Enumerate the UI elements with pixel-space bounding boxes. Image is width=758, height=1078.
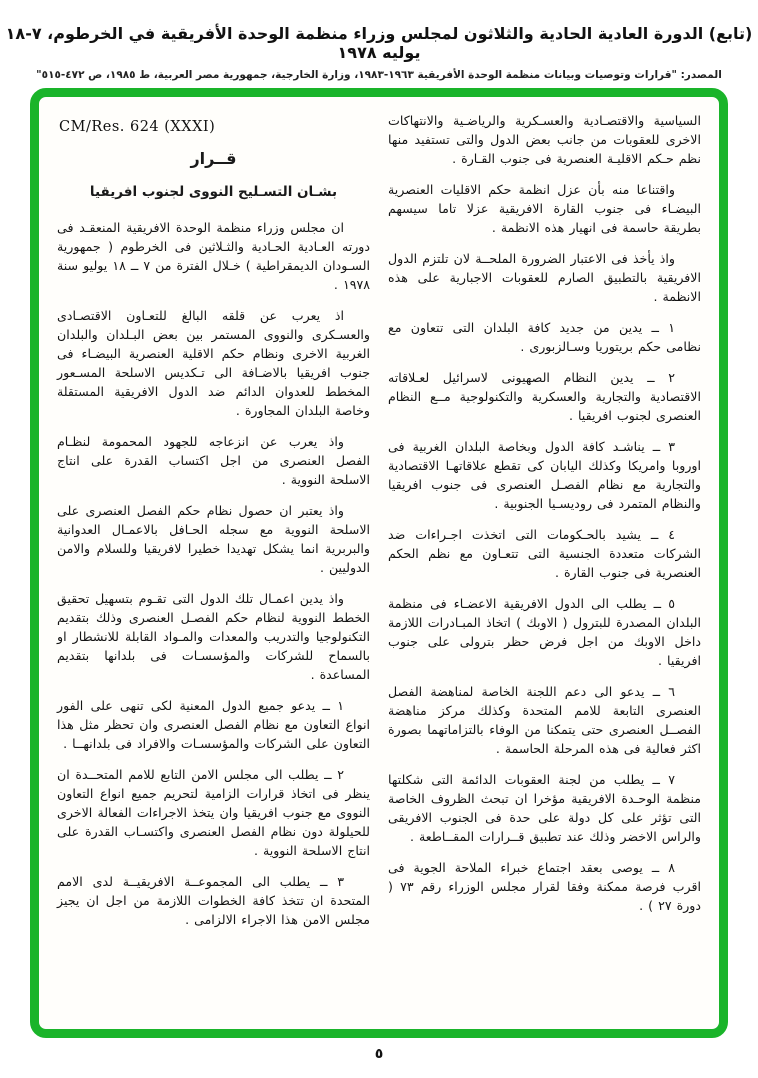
green-border-frame [30,88,728,1038]
paragraph: اذ يعرب عن قلقه البالغ للتعـاون الاقتصـادى والعسـكرى والنووى المستمر بين بعض البـلدان والبلدان الغربية الاخرى ونظام حكم الاقلية العنصرية البيضـاء فى جنوب افريقيا بالاضـافة الى تـكديس الاسلحة المسـعور المخطط للعدوان الدائم ضد الدول الافريقية المستقلة وخاصة البلدان المجاورة . [57,308,370,418]
page-number: ٥ [374,1046,384,1062]
paragraph: واذ يأخذ فى الاعتبار الضرورة الملحــة لان تلتزم الدول الافريقية بالتطبيق الصارم للعقوبات الاجبارية على هذه الانظمة . [388,251,701,304]
two-column-layout [39,97,719,1029]
page-header [0,0,758,81]
paragraph: ٣ ــ يطلب الى المجموعــة الافريقيــة لدى الامم المتحدة ان تتخذ كافة الخطوات اللازمة من اجل ان يجيز مجلس الامن هذا الاجراء الالزامى . [57,874,370,927]
paragraph: واقتناعا منه بأن عزل انظمة حكم الاقليات العنصرية البيضـاء فى جنوب القارة الافريقية عزلا تاما سيسهم بطريقة حاسمة فى انهيار هذه الانظمة . [388,182,701,235]
paragraph: ١ ــ يدعو جميع الدول المعنية لكى تنهى على الفور انواع التعاون مع نظام الفصل العنصرى وان تحظر مثل هذا التعاون على الشركات والمؤسسـات والافراد فى بلدانهــا . [57,698,370,751]
paragraph: ٢ ــ يطلب الى مجلس الامن التابع للامم المتحــدة ان ينظر فى اتخاذ قرارات الزامية لتحريم جميع انواع التعاون النووى مع جنوب افريقيا وان يتخذ الاجراءات الفعالة الاخرى للحيلولة دون نظام الفصل العنصرى واكتسـاب القدرة على انتاج الاسلحة النووية . [57,767,370,858]
paragraph: ٨ ــ يوصى بعقد اجتماع خبراء الملاحة الجوية فى اقرب فرصة ممكنة وفقا لقرار مجلس الوزراء رقم ٧٣ ( دورة ٢٧ ) . [388,860,702,913]
resolution-title: قــرار [190,149,237,168]
paragraph: واذ يدين اعمـال تلك الدول التى تقـوم بتسهيل تحقيق الخطط النووية لنظام حكم الفصـل العنصرى وذلك بتقديم التكنولوجيا والتدريب والمعدات والمـواد القابلة للانشطار او بالسماح للشركات والمؤسسـات فى بلدانها بتقديم المساعدة . [57,591,370,682]
paragraph: واذ يعتبر ان حصول نظام حكم الفصل العنصرى على الاسلحة النووية مع سجله الحـافل بالاعمـال العدوانية والبربرية انما يشكل تهديدا خطيرا لافريقيا وللسلام والامن الدوليين . [57,503,370,575]
session-title: (تابع) الدورة العادية الحادية والثلاثون لمجلس وزراء منظمة الوحدة الأفريقية في الخرطوم، ٧-١٨ يوليه ١٩٧٨ [5,24,753,62]
paragraph: ان مجلس وزراء منظمة الوحدة الافريقية المنعقـد فى دورته العـادية الحـادية والثـلاثين فى الخرطوم ( جمهورية السـودان الديمقراطية ) خـلال الفترة من ٧ ــ ١٨ يوليو سنة ١٩٧٨ . [57,220,370,292]
source-citation: المصدر: "قرارات وتوصيات وبيانات منظمة الوحدة الأفريقية ١٩٦٣-١٩٨٣، وزارة الخارجية، جمهورية مصر العربية، ط ١٩٨٥، ص ٤٧٢-٥١٥" [36,69,722,81]
resolution-subtitle: بشـان التسـليح النووى لجنوب افريقيا [89,184,338,200]
paragraph: السياسية والاقتصـادية والعسـكرية والرياضـية والانتهاكات الاخرى للعقوبات من جانب بعض الدول والتى تستفيد منها نظم حـكم الاقليـة العنصرية فى جنوب القـارة . [388,113,701,166]
right-column [388,111,701,1019]
paragraph: ٥ ــ يطلب الى الدول الافريقية الاعضـاء فى منظمة البلدان المصدرة للبترول ( الاوبك ) اتخاذ المبـادرات اللازمة داخل الاوبك من اجل فرض حظر بترولى على جنوب افريقيا . [388,596,701,668]
left-column [57,111,370,1019]
paragraph: ٣ ــ يناشـد كافة الدول وبخاصة البلدان الغربية فى اوروبا وامريكا وكذلك اليابان كى تقطع علاقاتهـا الاقتصادية والتجارية مع نظام الفصـل العنصرى فى جنوب افريقيا والنظام المتمرد فى روديسـيا الجنوبية . [388,439,701,511]
paragraph: ٦ ــ يدعو الى دعم اللجنة الخاصة لمناهضة الفصل العنصرى التابعة للامم المتحدة وكذلك مركز مناهضة الفصــل العنصرى حتى يتمكنا من الوفاء بالتزاماتهما بصورة اكثر فعالية فى هذه المرحلة الحاسمة . [388,684,701,756]
paragraph: ٧ ــ يطلب من لجنة العقوبات الدائمة التى شكلتها منظمة الوحـدة الافريقية مؤخرا ان تبحث الظروف الخاصة التى تؤثر على كل دولة على حدة فى الجنوب الافريقى والراس الاخضر وذلك عند تطبيق قــرارات المقــاطعة . [388,772,701,844]
left-column-body [57,218,370,929]
paragraph: ١ ــ يدين من جديد كافة البلدان التى تتعاون مع نظامى حكم بريتوريا وسـالزبورى . [388,320,701,354]
paragraph: ٢ ــ يدين النظام الصهيونى لاسرائيل لعـلاقاته الاقتصادية والتجارية والعسكرية والتكنولوجية مــع النظام العنصرى لجنوب افريقيا . [388,370,701,423]
paragraph: ٤ ــ يشيد بالحـكومات التى اتخذت اجـراءات ضد الشركات متعددة الجنسية التى تتعـاون مع نظم الحكم العنصرية فى جنوب القارة . [388,527,701,580]
paragraph: واذ يعرب عن انزعاجه للجهود المحمومة لنظـام الفصل العنصرى من اجل اكتساب القدرة على انتاج الاسلحة النووية . [57,434,370,487]
resolution-reference: CM/Res. 624 (XXXI) [59,119,216,135]
